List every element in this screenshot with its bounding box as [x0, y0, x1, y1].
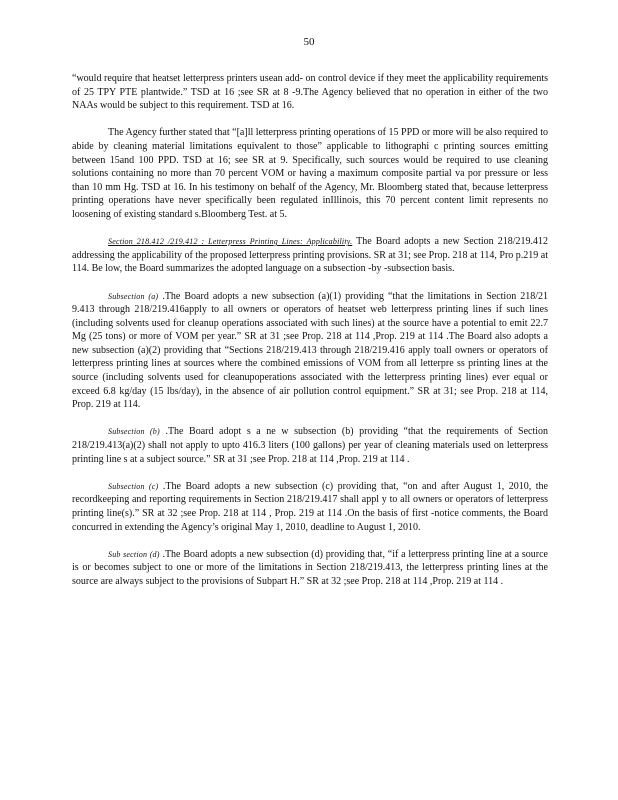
paragraph-text: .The Board adopts a new subsection (c) providing that, “on and after August 1, 2010, the recordkeeping and reporting requirements in Section 218/219.417 shall appl y to all owners or operators of letterpress printing line(s).” SR at 32 ;see Prop. 218 at 114 , Prop. 219 at 114 .On the basis of first -notice comments, the Board concurred in extending the Agency’s original May 1, 2010, deadline to August 1, 2010.	[72, 480, 548, 533]
paragraph-subsection-a	[72, 290, 548, 412]
paragraph-text: “would require that heatset letterpress printers usean add- on control device if they meet the applicability requirements of 25 TPY PTE plantwide.” TSD at 16 ;see SR at 8 -9.The Agency believed that no operation in either of the two NAAs would be subject to this requirement. TSD at 16.	[72, 73, 548, 112]
subsection-heading: Sub section (d)	[108, 549, 160, 559]
subsection-heading: Subsection (a)	[108, 291, 159, 301]
section-heading: Section 218.412 /219.412 : Letterpress Printing Lines: Applicability.	[108, 237, 353, 247]
paragraph-text: The Board adopts a new Section 218/219.412 addressing the applicability of the proposed letterpress printing provisions. SR at 31; see Prop. 218 at 114, Pro p.219 at 114. Be low, the Board summarizes the adopted language on a subsection -by -subsection basis.	[72, 236, 549, 275]
paragraph-1	[72, 72, 548, 113]
page-number: 50	[303, 36, 315, 48]
paragraph-subsection-d	[72, 548, 548, 589]
document-body	[72, 72, 548, 602]
paragraph-subsection-b	[72, 425, 548, 466]
paragraph-2	[72, 126, 548, 221]
paragraph-text: .The Board adopt s a ne w subsection (b) providing “that the requirements of Section 218/219.413(a)(2) shall not apply to upto 416.3 liters (100 gallons) per year of cleaning materials used on letterpress printing line s at a subject source.” SR at 31 ;see Prop. 218 at 114 ,Prop. 219 at 114 .	[72, 426, 549, 465]
paragraph-text: .The Board adopts a new subsection (d) providing that, “if a letterpress printing line at a source is or becomes subject to one or more of the limitations in Section 218/219.413, the letterpress printing lines at the source are always subject to the provisions of Subpart H.” SR at 32 ;see Prop. 218 at 114 ,Prop. 219 at 114 .	[72, 548, 548, 587]
paragraph-text: .The Board adopts a new subsection (a)(1) providing “that the limitations in Section 218/21 9.413 through 218/219.416apply to all owners or operators of heatset web letterpress printing lines if such lines (including solvents used for cleanup operations associated with such lines) at the source have a potential to emit 22.7 Mg (25 tons) or more of VOM per year.” SR at 31 ;see Prop. 218 at 114 ,Prop. 219 at 114 .The Board also adopts a new subsection (a)(2) providing that “Sections 218/219.413 through 218/219.416 apply toall owners or operators of letterpress printing lines at sources where the combined emissions of VOM from all letterpre ss printing lines at the source (including solvents used for cleanupoperations associated with the letterpress printing lines) ever equal or exceed 6.8 kg/day (15 lbs/day), in the absence of air pollution control equipment.” SR at 31; see Prop. 218 at 114, Prop. 219 at 114.	[72, 290, 548, 411]
paragraph-section-218-412	[72, 235, 548, 276]
paragraph-subsection-c	[72, 480, 548, 534]
subsection-heading: Subsection (b)	[108, 427, 160, 437]
paragraph-text: The Agency further stated that “[a]ll letterpress printing operations of 15 PPD or more will be also required to abide by cleaning material limitations equivalent to those” applicable to lithographi c printing sources emitting between 15and 100 PPD. TSD at 16; see SR at 9. Specifically, such sources would be required to use cleaning solutions containing no more than 70 percent VOM or having a maximum composite partial va por pressure or less than 10 mm Hg. TSD at 16. In his testimony on behalf of the Agency, Mr. Bloomberg stated that, because letterpress printing operations have never specifically been regulated inIllinois, this 70 percent content limit represents no loosening of existing standard s.Bloomberg Test. at 5.	[72, 127, 548, 220]
subsection-heading: Subsection (c)	[108, 481, 159, 491]
